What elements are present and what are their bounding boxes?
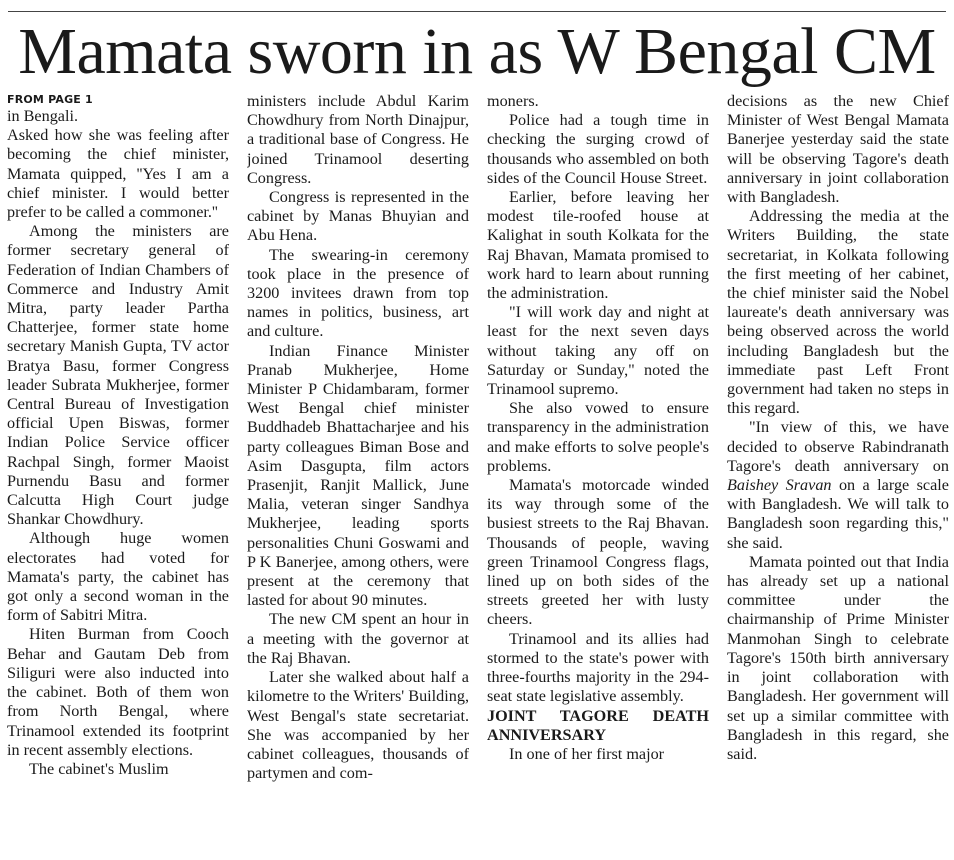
italic-term: Baishey Sravan	[727, 476, 832, 495]
paragraph: Asked how she was feeling after becoming the chief minister, Mamata quipped, ''Yes I am a chief minister. I would better prefer to be called a commoner.''	[7, 126, 229, 222]
paragraph: Indian Finance Minister Pranab Mukherjee, Home Minister P Chidambaram, former West Bengal chief minister Buddhadeb Bhattacharjee and his party colleagues Biman Bose and Asim Dasgupta, film actors Prasenjit, Ranjit Mallick, June Malia, veteran singer Sandhya Mukherjee, leading sports personalities Chuni Goswami and P K Banerjee, among others, were present at the ceremony that lasted for about 90 minutes.	[247, 341, 469, 610]
subheading: JOINT TAGORE DEATH ANNIVERSARY	[487, 706, 709, 744]
paragraph: Police had a tough time in checking the surging crowd of thousands who assembled on both sides of the Council House Street.	[487, 111, 709, 187]
continuation-kicker: FROM PAGE 1	[7, 93, 93, 106]
paragraph: Trinamool and its allies had stormed to the state's power with three-fourths majority in the 294-seat state legislative assembly.	[487, 629, 709, 706]
paragraph: In one of her first major	[509, 744, 665, 763]
quote-text: "In view of this, we have decided to observe Rabindranath Tagore's death anniversary on	[727, 418, 949, 475]
paragraph: ministers include Abdul Karim Chowdhury from North Dinajpur, a traditional base of Congress. He joined Trinamool deserting Congress.	[247, 92, 469, 187]
paragraph: decisions as the new Chief Minister of West Bengal Mamata Banerjee yesterday said the state will be observing Tagore's death anniversary in joint collaboration with Bangladesh.	[727, 92, 949, 207]
paragraph: Later she walked about half a kilometre to the Writers' Building, West Bengal's state secretariat. She was accompanied by her cabinet colleagues, thousands of partymen and com-	[247, 668, 469, 783]
paragraph: She also vowed to ensure transparency in the administration and make efforts to solve people's problems.	[487, 399, 709, 475]
paragraph: moners.	[487, 92, 539, 110]
paragraph: Addressing the media at the Writers Building, the state secretariat, in Kolkata following the first meeting of her cabinet, the chief minister said the Nobel laureate's death anniversary was being observed across the world including Bangladesh but the immediate past Left Front government had taken no steps in this regard.	[727, 207, 949, 418]
paragraph: Mamata's motorcade winded its way through some of the busiest streets to the Raj Bhavan. Thousands of people, waving green Trinamool Congress flags, lined up on both sides of the streets greeted her with lusty cheers.	[487, 476, 709, 629]
paragraph: Congress is represented in the cabinet by Manas Bhuyian and Abu Hena.	[247, 188, 469, 245]
paragraph: Earlier, before leaving her modest tile-roofed house at Kalighat in south Kolkata for the Raj Bhavan, Mamata promised to work hard to learn about running the administration.	[487, 188, 709, 303]
paragraph: "I will work day and night at least for the next seven days without taking any off on Saturday or Sunday," noted the Trinamool supremo.	[487, 303, 709, 399]
paragraph: in Bengali.	[7, 107, 79, 125]
paragraph: Among the ministers are former secretary general of Federation of Indian Chambers of Commerce and Industry Amit Mitra, party leader Partha Chatterjee, former state home secretary Manish Gupta, TV actor Bratya Basu, former Congress leader Subrata Mukherjee, former Central Bureau of Investigation official Upen Biswas, former Indian Police Service officer Rachpal Singh, former Maoist Purnendu Basu and former Calcutta High Court judge Shankar Chowdhury.	[7, 222, 229, 529]
paragraph: Mamata pointed out that India has already set up a national committee under the chairmanship of Prime Minister Manmohan Singh to celebrate Tagore's 150th birth anniversary in joint collaboration with Bangladesh. Her government will set up a similar committee with Bangladesh in this regard, she said.	[727, 552, 949, 763]
paragraph: The swearing-in ceremony took place in the presence of 3200 invitees drawn from top names in politics, business, art and culture.	[247, 245, 469, 341]
column-4	[727, 92, 949, 858]
paragraph: The cabinet's Muslim	[29, 759, 169, 778]
paragraph: Hiten Burman from Cooch Behar and Gautam Deb from Siliguri were also inducted into the cabinet. Both of them won from North Bengal, where Trinamool extended its footprint in recent assembly elections.	[7, 625, 229, 759]
quote-text: on a large scale with Bangladesh. We will talk to Bangladesh soon regarding this," she said.	[727, 476, 949, 552]
paragraph: The new CM spent an hour in a meeting with the governor at the Raj Bhavan.	[247, 610, 469, 667]
paragraph	[727, 418, 949, 552]
column-1	[7, 92, 229, 858]
column-3	[487, 92, 709, 858]
top-rule	[8, 11, 946, 12]
paragraph: Although huge women electorates had voted for Mamata's party, the cabinet has got only a second woman in the form of Sabitri Mitra.	[7, 529, 229, 625]
headline: Mamata sworn in as W Bengal CM	[18, 15, 936, 88]
column-2	[247, 92, 469, 858]
